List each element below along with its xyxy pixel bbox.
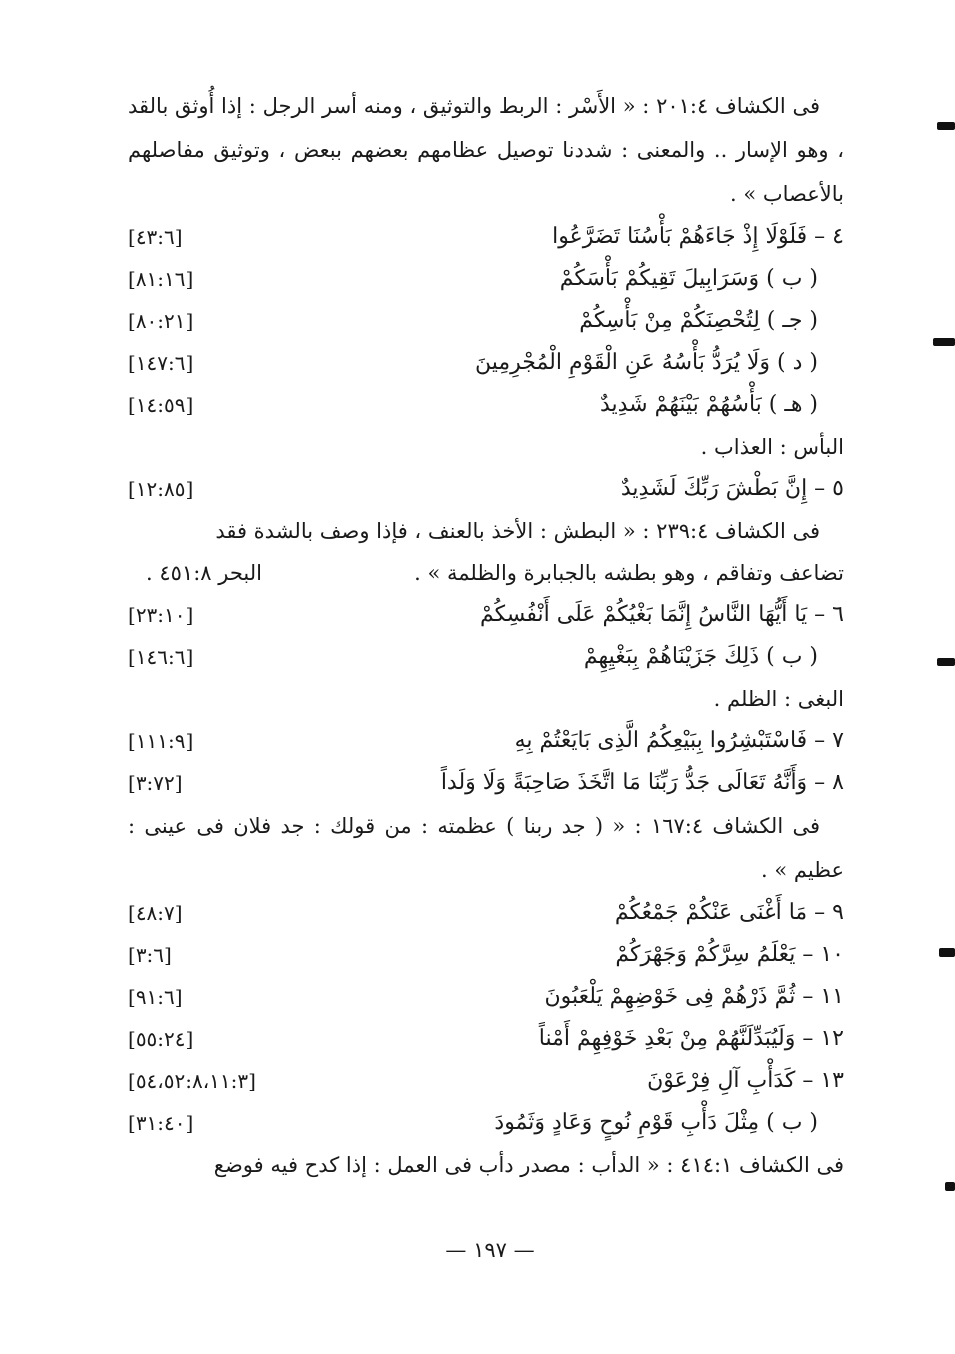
page-body — [128, 84, 844, 1186]
verse-text: ٤ – فَلَوْلَا إِذْ جَاءَهُمْ بَأْسُنَا تَضَرَّعُوا — [552, 224, 844, 249]
verse-line — [128, 762, 844, 804]
kashshaf-note-asr: فى الكشاف ٢٠١:٤ : « الأَسْر : الربط والتوثيق ، ومنه أسر الرجل : إذا أُوثق بالقد ، وهو الإسار .. والمعنى : شددنا توصيل عظامهم بعضهم ببعض ، وتوثيق مفاصلهم بالأعصاب » . — [128, 94, 844, 206]
verse-line — [128, 934, 844, 976]
verse-reference: [١٤:٥٩] — [128, 393, 194, 417]
verse-text: ٥ – إِنَّ بَطْشَ رَبِّكَ لَشَدِيدٌ — [620, 476, 844, 501]
verse-reference: [١٢:٨٥] — [128, 477, 194, 501]
verse-line — [128, 1060, 844, 1102]
verse-text: ( هـ ) بَأْسُهُمْ بَيْنَهُمْ شَدِيدٌ — [599, 392, 818, 417]
verse-reference: [٩١:٦] — [128, 985, 183, 1009]
verse-text: ( ب ) مِثْلَ دَأْبِ قَوْمِ نُوحٍ وَعَادٍ وَثَمُودَ — [494, 1110, 818, 1135]
margin-mark — [933, 338, 955, 346]
verse-line — [128, 384, 844, 426]
margin-mark — [937, 122, 955, 130]
verse-line — [128, 892, 844, 934]
verse-text: ( ب ) وَسَرَابِيلَ تَقِيكُمْ بَأْسَكُمْ — [559, 266, 818, 291]
verse-text: ٨ – وَأَنَّهُ تَعَالَى جَدُّ رَبِّنَا مَا اتَّخَذَ صَاحِبَةً وَلَا وَلَداً — [440, 770, 844, 795]
kashshaf-note-daab: فى الكشاف ٤١٤:١ : « الدأب : مصدر دأب فى العمل : إذا كدح فيه فوضع — [213, 1153, 844, 1177]
verse-line — [128, 1102, 844, 1144]
verse-text: ١٣ – كَدَأْبِ آلِ فِرْعَوْنَ — [647, 1068, 844, 1093]
verse-line — [128, 594, 844, 636]
kashshaf-note-batsh: فى الكشاف ٢٣٩:٤ : « البطش : الأخذ بالعنف ، فإذا وصف بالشدة فقد — [215, 519, 820, 543]
verse-reference: [٥٥:٢٤] — [128, 1027, 194, 1051]
verse-reference: [١٤٦:٦] — [128, 645, 194, 669]
verse-text: ( ب ) ذَلِكَ جَزَيْنَاهُمْ بِبَغْيِهِمْ — [583, 644, 818, 669]
verse-line — [128, 342, 844, 384]
page-number: — ١٩٧ — — [445, 1238, 535, 1262]
verse-reference: [٣:٦] — [128, 943, 172, 967]
verse-text: ٧ – فَاسْتَبْشِرُوا بِبَيْعِكُمُ الَّذِى بَايَعْتُمْ بِهِ — [514, 728, 844, 753]
verse-text: ( د ) وَلَا يُرَدُّ بَأْسُهُ عَنِ الْقَوْمِ الْمُجْرِمِينَ — [474, 350, 818, 375]
bahr-reference: البحر ٤٥١:٨ . — [146, 561, 262, 585]
verse-reference: [٨١:١٦] — [128, 267, 194, 291]
verse-line — [128, 636, 844, 678]
verse-line — [128, 468, 844, 510]
margin-mark — [939, 948, 955, 957]
verse-reference: [٣:٧٢] — [128, 771, 183, 795]
verse-line — [128, 300, 844, 342]
verse-reference: [٥٤،٥٢:٨،١١:٣] — [128, 1069, 256, 1093]
verse-line — [128, 216, 844, 258]
verse-text: ١٠ – يَعْلَمُ سِرَّكُمْ وَجَهْرَكُمْ — [615, 942, 844, 967]
verse-text: ١١ – ثُمَّ ذَرْهُمْ فِى خَوْضِهِمْ يَلْعَبُونَ — [544, 984, 844, 1009]
kashshaf-note-batsh-tail: تضاعف وتفاقم ، وهو بطشه بالجبابرة والظلمة » . — [414, 561, 844, 585]
kashshaf-note-jadd: فى الكشاف ١٦٧:٤ : « ( جد ربنا ) عظمته : من قولك : جد فلان فى عينى : عظيم » . — [128, 814, 844, 882]
verse-reference: [٤٨:٧] — [128, 901, 183, 925]
definition-note: البغى : الظلم . — [713, 687, 844, 711]
verse-text: ٩ – مَا أَغْنَى عَنْكُمْ جَمْعُكُمْ — [614, 900, 844, 925]
verse-reference: [٣١:٤٠] — [128, 1111, 194, 1135]
verse-reference: [١٤٧:٦] — [128, 351, 194, 375]
verse-reference: [٢٣:١٠] — [128, 603, 194, 627]
kashshaf-note-batsh-end — [128, 552, 844, 594]
verse-line — [128, 976, 844, 1018]
verse-text: ( جـ ) لِتُحْصِنَكُمْ مِنْ بَأْسِكُمْ — [579, 308, 818, 333]
margin-mark — [945, 1182, 955, 1191]
definition-note: البأس : العذاب . — [700, 435, 844, 459]
verse-line — [128, 1018, 844, 1060]
verse-reference: [٨٠:٢١] — [128, 309, 194, 333]
verse-line — [128, 720, 844, 762]
verse-text: ٦ – يَا أَيُّهَا النَّاسُ إِنَّمَا بَغْيُكُمْ عَلَى أَنْفُسِكُمْ — [479, 602, 844, 627]
verse-text: ١٢ – وَلَيُبَدِّلَنَّهُمْ مِنْ بَعْدِ خَوْفِهِمْ أَمْناً — [538, 1026, 844, 1051]
verse-reference: [١١١:٩] — [128, 729, 194, 753]
margin-mark — [937, 658, 955, 666]
verse-reference: [٤٣:٦] — [128, 225, 183, 249]
verse-line — [128, 258, 844, 300]
